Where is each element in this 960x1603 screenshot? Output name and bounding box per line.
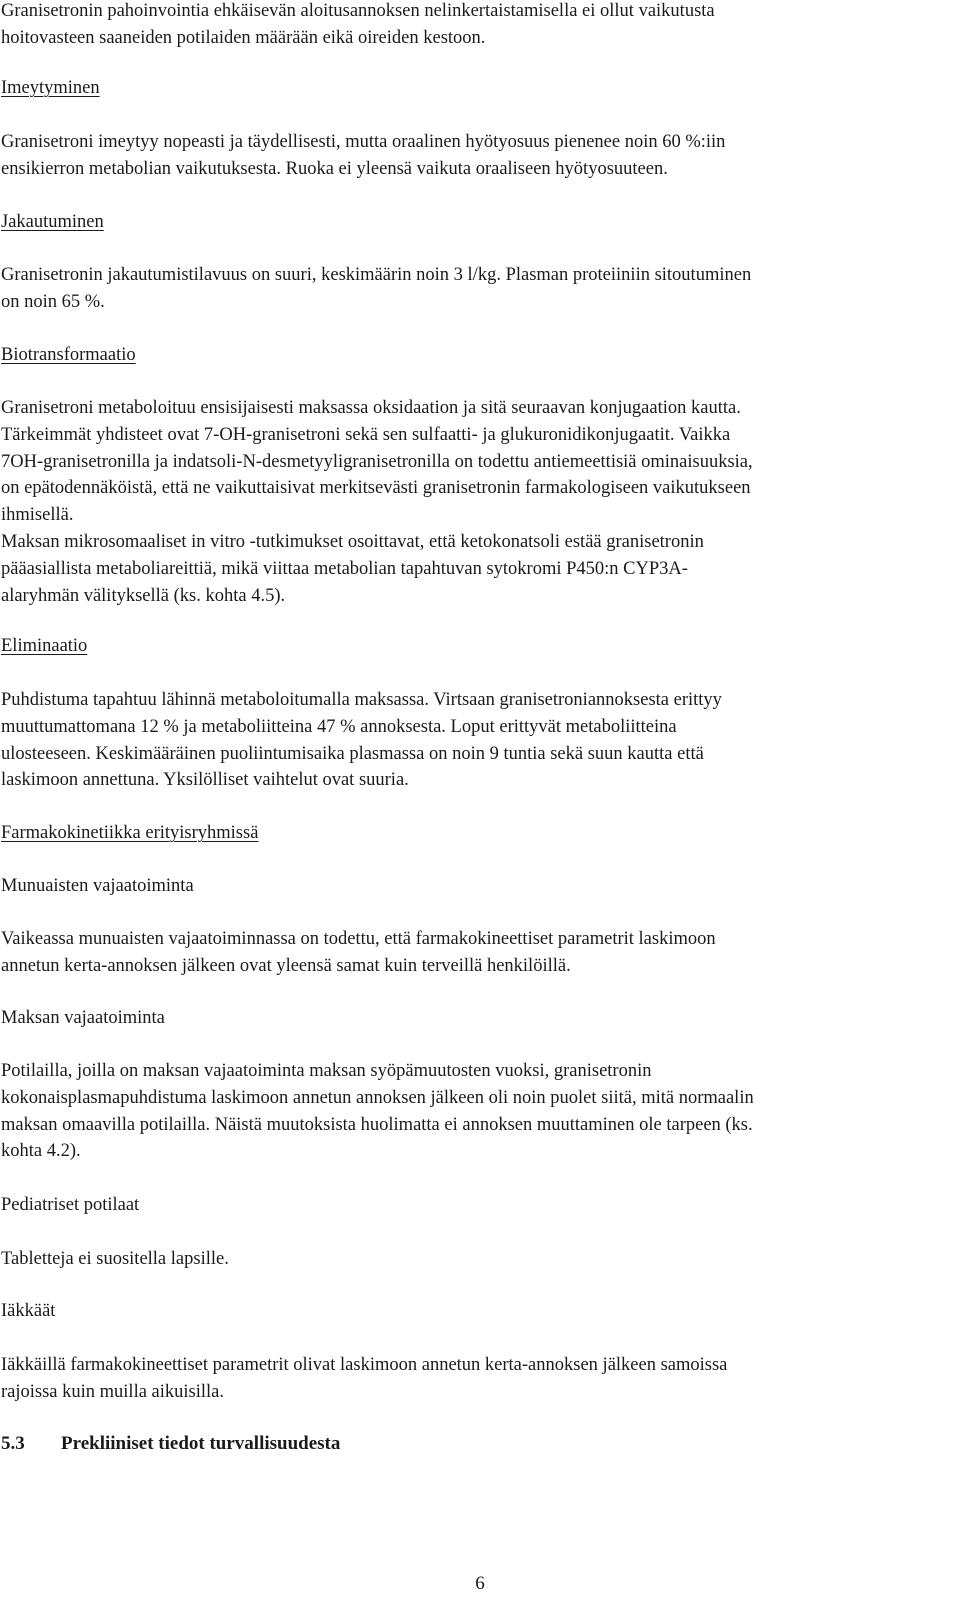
heading-jakautuminen: Jakautuminen <box>1 212 104 232</box>
heading-maksan-vajaatoiminta: Maksan vajaatoiminta <box>1 1008 165 1028</box>
section-title-text: Prekliiniset tiedot turvallisuudesta <box>61 1433 341 1454</box>
paragraph-pediatriset-potilaat <box>1 1246 946 1273</box>
text-line: rajoissa kuin muilla aikuisilla. <box>1 1381 224 1402</box>
text-line: Puhdistuma tapahtuu lähinnä metaboloitumalla maksassa. Virtsaan granisetroniannoksesta erittyy <box>1 690 722 710</box>
text-line: Granisetronin jakautumistilavuus on suuri, keskimäärin noin 3 l/kg. Plasman proteiiniin sitoutuminen <box>1 265 752 285</box>
section-heading <box>1 1430 340 1458</box>
intro-paragraph <box>1 0 946 52</box>
text-line: pääasiallista metaboliareittiä, mikä viittaa metabolian tapahtuvan sytokromi P450:n CYP3A- <box>1 558 688 579</box>
heading-pediatriset-potilaat: Pediatriset potilaat <box>1 1195 140 1215</box>
text-line: Iäkkäillä farmakokineettiset parametrit olivat laskimoon annetun kerta-annoksen jälkeen samoissa <box>1 1355 728 1375</box>
text-line: Vaikeassa munuaisten vajaatoiminnassa on todettu, että farmakokineettiset parametrit laskimoon <box>1 929 716 949</box>
text-line: hoitovasteen saaneiden potilaiden määrään eikä oireiden kestoon. <box>1 27 486 48</box>
page-number: 6 <box>475 1573 485 1594</box>
heading-eliminaatio: Eliminaatio <box>1 636 88 656</box>
text-line: ihmisellä. <box>1 505 74 526</box>
text-line: maksan omaavilla potilailla. Näistä muutoksista huolimatta ei annoksen muuttaminen ole tarpeen (ks. <box>1 1114 753 1135</box>
text-line: laskimoon annettuna. Yksilölliset vaihtelut ovat suuria. <box>1 770 409 791</box>
paragraph-maksan-vajaatoiminta <box>1 1058 946 1165</box>
paragraph-biotransformaatio <box>1 395 946 609</box>
text-line: on noin 65 %. <box>1 291 105 312</box>
text-line: Potilailla, joilla on maksan vajaatoiminta maksan syöpämuutosten vuoksi, granisetronin <box>1 1061 652 1081</box>
text-line: muuttumattomana 12 % ja metaboliitteina 47 % annoksesta. Loput erittyvät metaboliitteina <box>1 716 677 737</box>
text-line: Maksan mikrosomaaliset in vitro -tutkimukset osoittavat, että ketokonatsoli estää granisetronin <box>1 531 704 552</box>
paragraph-eliminaatio <box>1 687 946 794</box>
paragraph-jakautuminen <box>1 262 946 316</box>
text-line: Tärkeimmät yhdisteet ovat 7-OH-granisetroni sekä sen sulfaatti- ja glukuronidikonjugaatit. Vaikka <box>1 424 731 445</box>
text-line: Tabletteja ei suositella lapsille. <box>1 1249 229 1269</box>
text-line: kohta 4.2). <box>1 1141 81 1162</box>
text-line: Granisetronin pahoinvointia ehkäisevän aloitusannoksen nelinkertaistamisella ei ollut vaikutusta <box>1 1 715 21</box>
text-line: on epätodennäköistä, että ne vaikuttaisivat merkitsevästi granisetronin farmakologiseen vaikutukseen <box>1 478 751 499</box>
text-line: kokonaisplasmapuhdistuma laskimoon annetun annoksen jälkeen oli noin puolet siitä, mitä normaalin <box>1 1087 754 1108</box>
paragraph-imeytyminen <box>1 129 946 183</box>
text-line: ulosteeseen. Keskimääräinen puoliintumisaika plasmassa on noin 9 tuntia sekä suun kautta että <box>1 743 704 764</box>
heading-biotransformaatio: Biotransformaatio <box>1 345 136 365</box>
section-number: 5.3 <box>1 1433 25 1454</box>
heading-munuaisten-vajaatoiminta: Munuaisten vajaatoiminta <box>1 876 194 896</box>
heading-farmakokinetiikka-erityisryhmissa: Farmakokinetiikka erityisryhmissä <box>1 823 259 843</box>
text-line: Granisetroni metaboloituu ensisijaisesti maksassa oksidaation ja sitä seuraavan konjugaation kautta. <box>1 398 741 418</box>
text-line: alaryhmän välityksellä (ks. kohta 4.5). <box>1 585 286 606</box>
text-line: 7OH-granisetronilla ja indatsoli-N-desmetyyligranisetronilla on todettu antiemeettisiä ominaisuuksia, <box>1 451 753 472</box>
text-line: Granisetroni imeytyy nopeasti ja täydellisesti, mutta oraalinen hyötyosuus pienenee noin 60 %:iin <box>1 132 726 152</box>
paragraph-munuaisten-vajaatoiminta <box>1 926 946 980</box>
paragraph-iakkaat <box>1 1352 946 1406</box>
text-line: ensikierron metabolian vaikutuksesta. Ruoka ei yleensä vaikuta oraaliseen hyötyosuuteen. <box>1 158 668 179</box>
heading-imeytyminen: Imeytyminen <box>1 78 100 98</box>
heading-iakkaat: Iäkkäät <box>1 1301 56 1321</box>
text-line: annetun kerta-annoksen jälkeen ovat yleensä samat kuin terveillä henkilöillä. <box>1 955 571 976</box>
